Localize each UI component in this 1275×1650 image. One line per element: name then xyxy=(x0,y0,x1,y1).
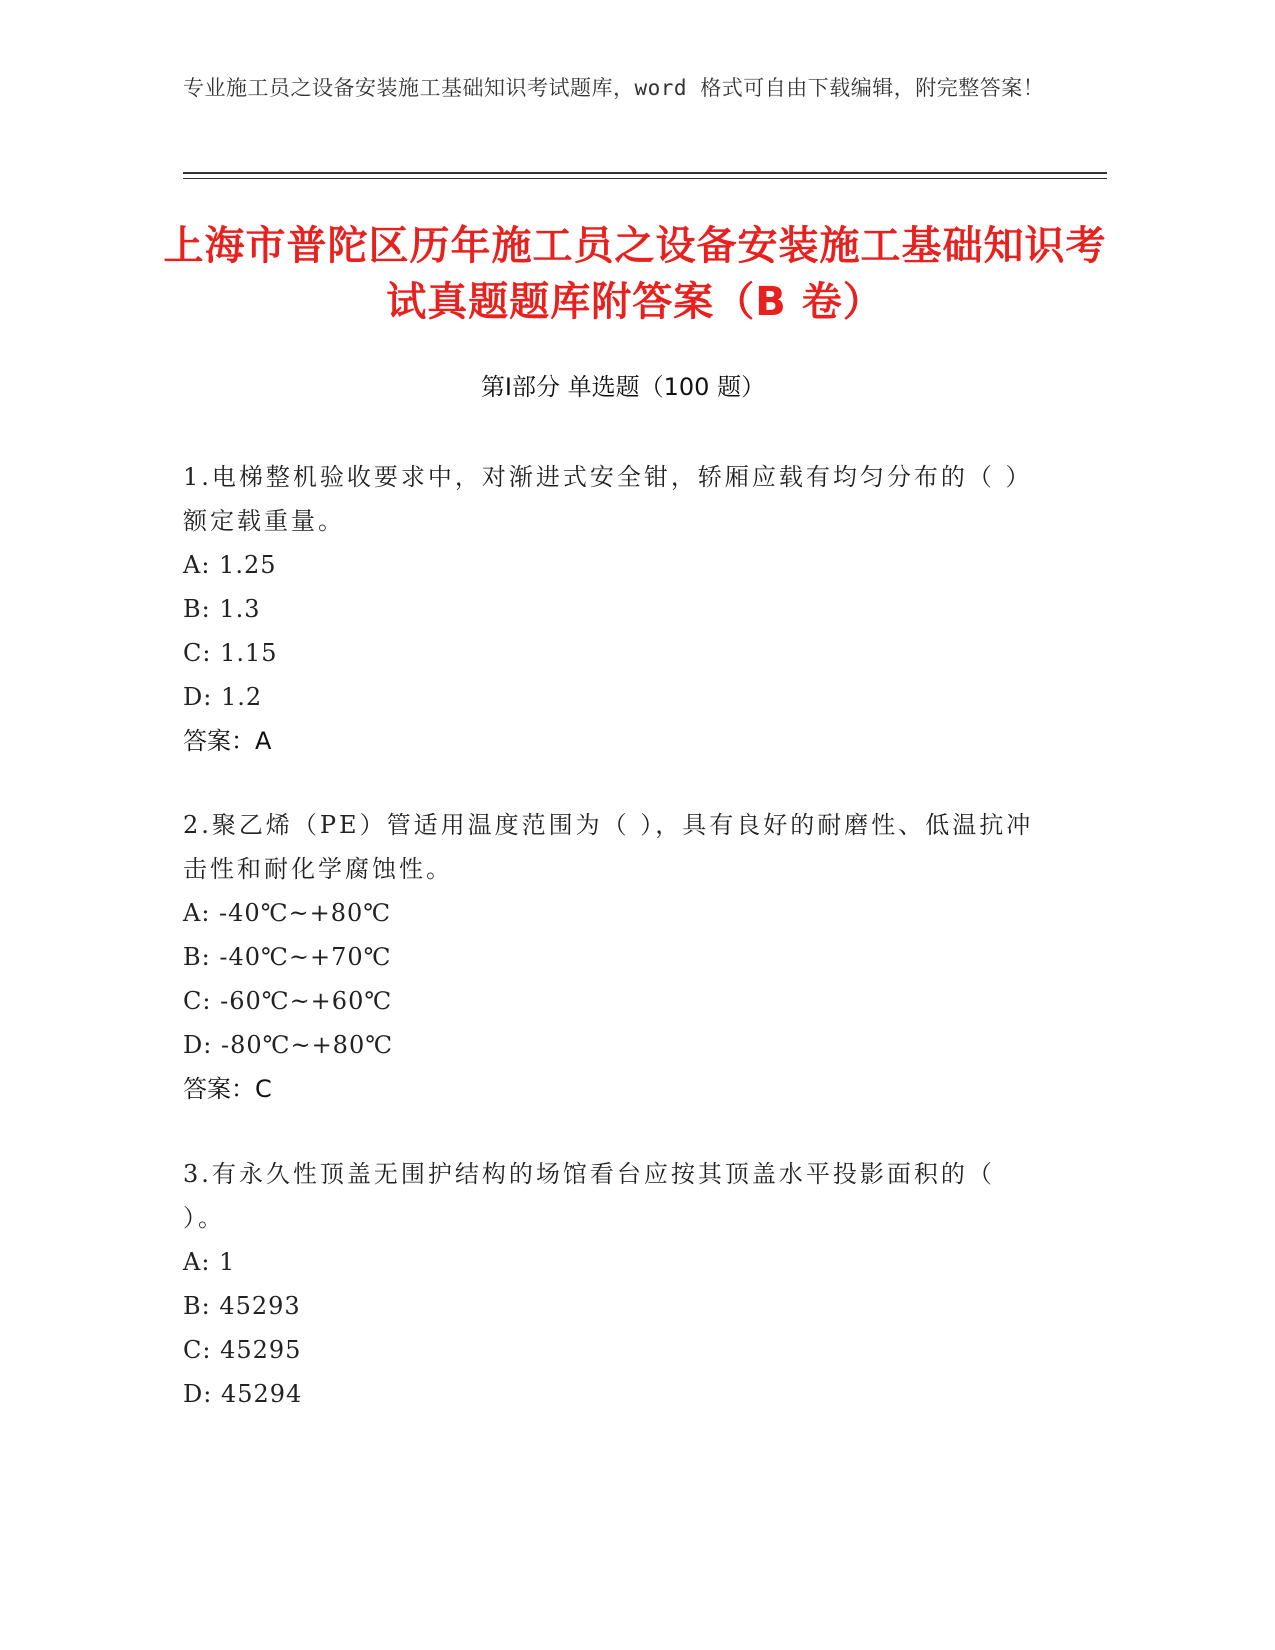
question-1 xyxy=(183,455,1043,763)
question-stem: 2.聚乙烯（PE）管适用温度范围为（ ），具有良好的耐磨性、低温抗冲击性和耐化学腐蚀性。 xyxy=(183,811,1034,883)
option-c: C: 1.15 xyxy=(183,639,278,667)
option-a: A: 1.25 xyxy=(183,551,277,579)
question-stem: 3.有永久性顶盖无围护结构的场馆看台应按其顶盖水平投影面积的（ ）。 xyxy=(183,1160,995,1232)
option-c: C: 45295 xyxy=(183,1336,302,1364)
section-title: 第Ⅰ部分 单选题（100 题） xyxy=(480,373,766,401)
option-c: C: -60℃~+60℃ xyxy=(183,987,393,1015)
answer: 答案：A xyxy=(183,727,272,755)
option-a: A: 1 xyxy=(183,1248,236,1276)
header-divider-thick xyxy=(183,172,1107,174)
option-d: D: 45294 xyxy=(183,1380,303,1408)
question-stem: 1.电梯整机验收要求中，对渐进式安全钳，轿厢应载有均匀分布的（ ）额定载重量。 xyxy=(183,463,1033,535)
option-d: D: 1.2 xyxy=(183,683,263,711)
option-a: A: -40℃~+80℃ xyxy=(183,899,392,927)
option-b: B: -40℃~+70℃ xyxy=(183,943,392,971)
option-b: B: 45293 xyxy=(183,1292,301,1320)
header-divider-thin xyxy=(183,178,1107,179)
document-title: 上海市普陀区历年施工员之设备安装施工基础知识考试真题题库附答案（B 卷） xyxy=(163,223,1107,325)
option-d: D: -80℃~+80℃ xyxy=(183,1031,394,1059)
option-b: B: 1.3 xyxy=(183,595,261,623)
answer: 答案：C xyxy=(183,1075,272,1103)
question-3 xyxy=(183,1152,1043,1416)
question-2 xyxy=(183,803,1043,1111)
header-note: 专业施工员之设备安装施工基础知识考试题库，word 格式可自由下载编辑，附完整答案！ xyxy=(183,76,1045,100)
